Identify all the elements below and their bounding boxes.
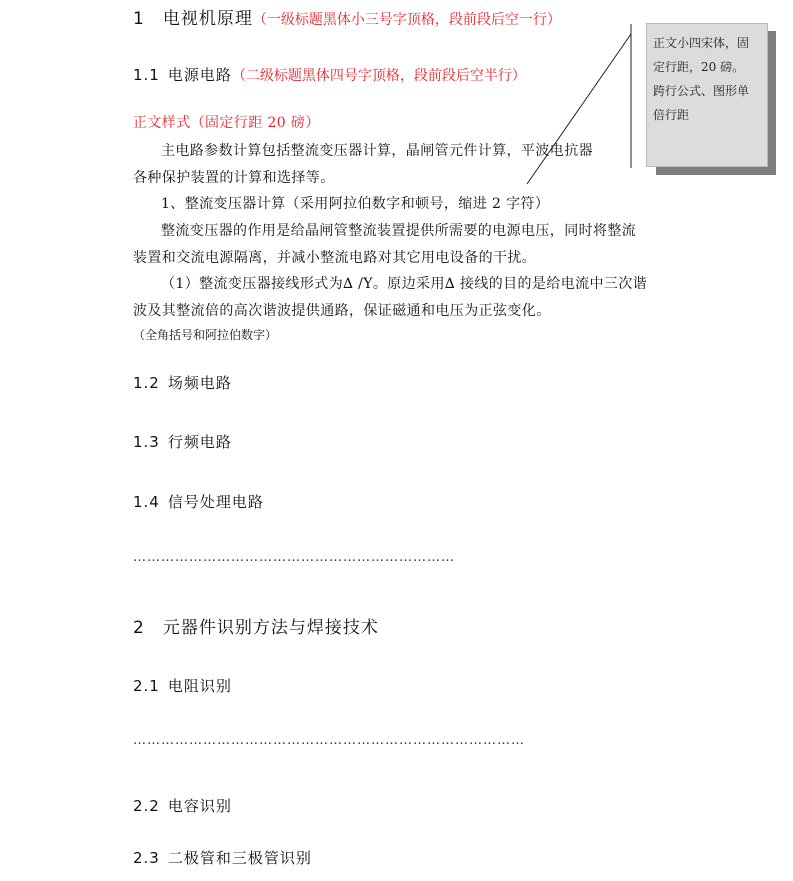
heading-title: 电阻识别 [167, 677, 232, 695]
callout-leader-line [527, 34, 631, 184]
heading-number: 1.4 [133, 493, 160, 511]
paragraph-1-line-2: 各种保护装置的计算和选择等。 [133, 170, 335, 186]
heading-number: 1.1 [133, 66, 160, 84]
paragraph-3-line-2: 波及其整流倍的高次谐波提供通路，保证磁通和电压为正弦变化。 [133, 303, 551, 319]
heading-title: 二极管和三极管识别 [167, 849, 312, 867]
body-style-label: 正文样式（固定行距 20 磅） [133, 115, 320, 131]
heading-title: 行频电路 [167, 433, 232, 451]
heading-title: 场频电路 [167, 374, 232, 392]
paragraph-3-line-1: （1）整流变压器接线形式为∆ /Y。原边采用∆ 接线的目的是给电流中三次谐 [161, 276, 648, 292]
paragraph-1-line-1: 主电路参数计算包括整流变压器计算，晶闸管元件计算，平波电抗器 [161, 143, 593, 159]
heading-number: 1.3 [133, 433, 160, 451]
ellipsis-placeholder-2: ………………………………………………………………………… [133, 733, 525, 748]
paragraph-2-line-2: 装置和交流电源隔离，并减小整流电路对其它用电设备的干扰。 [133, 250, 537, 266]
heading-title: 电容识别 [167, 797, 232, 815]
comment-line: 正文小四宋体，固 [653, 36, 750, 50]
heading-title: 元器件识别方法与焊接技术 [162, 618, 379, 638]
heading-number: 2.1 [133, 677, 160, 695]
heading-number: 2 [133, 618, 145, 638]
heading-number: 2.3 [133, 849, 160, 867]
comment-line: 倍行距 [653, 108, 690, 122]
heading-title: 电视机原理 [162, 9, 253, 29]
ellipsis-placeholder-1: …………………………………………………………… [133, 550, 455, 565]
comment-line: 定行距，20 磅。 [653, 60, 745, 74]
heading-number: 1 [133, 9, 145, 29]
fullwidth-bracket-note: （全角括号和阿拉伯数字） [133, 328, 278, 342]
heading-number: 1.2 [133, 374, 160, 392]
paragraph-2-line-1: 整流变压器的作用是给晶闸管整流装置提供所需要的电源电压，同时将整流 [161, 223, 637, 239]
heading-title: 信号处理电路 [167, 493, 264, 511]
heading-format-note: （一级标题黑体小三号字顶格，段前段后空一行） [252, 12, 561, 28]
heading-format-note: （二级标题黑体四号字顶格，段前段后空半行） [231, 68, 526, 84]
heading-title: 电源电路 [167, 66, 232, 84]
comment-line: 跨行公式、图形单 [653, 84, 750, 98]
heading-number: 2.2 [133, 797, 160, 815]
list-item-transformer: 1、整流变压器计算（采用阿拉伯数字和顿号，缩进 2 字符） [161, 196, 550, 212]
